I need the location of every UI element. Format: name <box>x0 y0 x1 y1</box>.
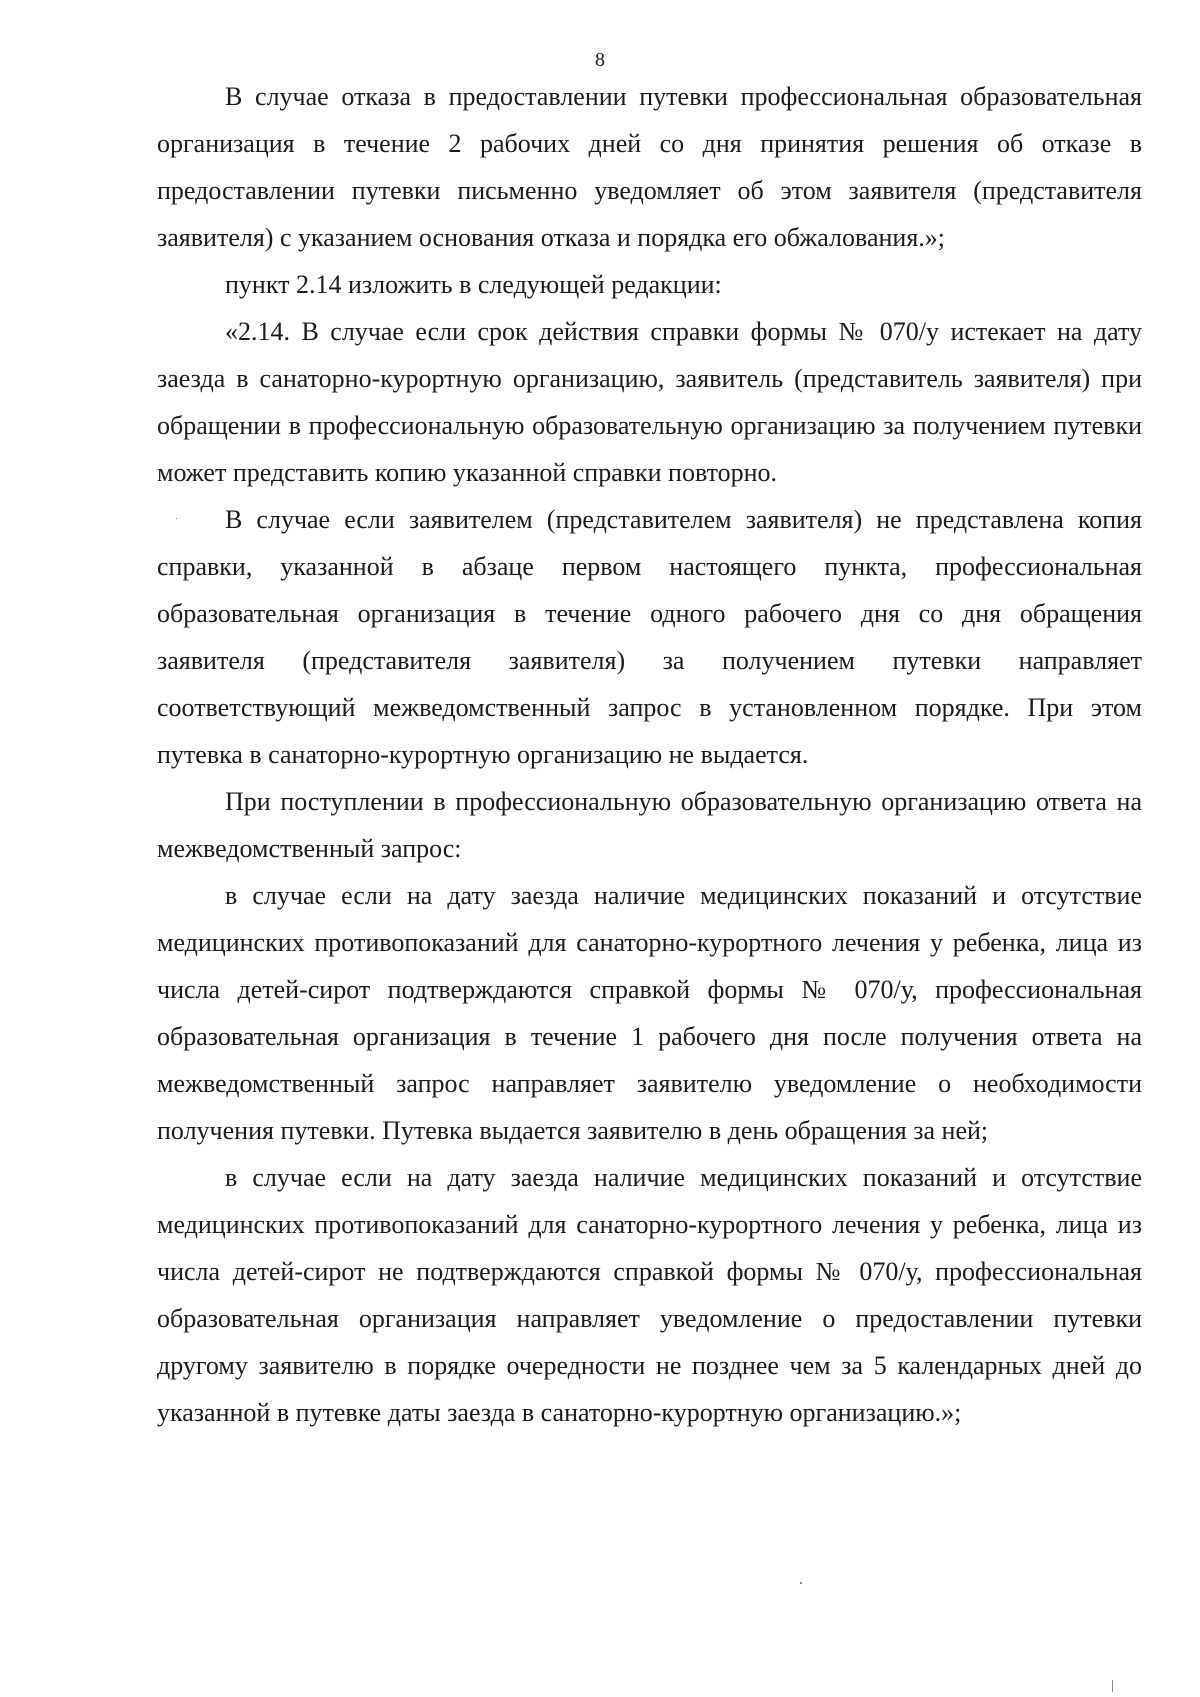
paragraph-clause-2-14: «2.14. В случае если срок действия справки формы № 070/у истекает на дату заезда в санаторно-курортную организацию, заявитель (представитель заявителя) при обращении в профессиональную образовательную организацию за получением путевки может представить копию указанной справки повторно. <box>157 317 1142 487</box>
paragraph-copy-not-provided: В случае если заявителем (представителем заявителя) не представлена копия справки, указанной в абзаце первом настоящего пункта, профессиональная образовательная организация в течение одного рабочего дня со дня обращения заявителя (представителя заявителя) за получением путевки направляет соответствующий межведомственный запрос в установленном порядке. При этом путевка в санаторно-курортную организацию не выдается. <box>157 505 1142 769</box>
page-number: 8 <box>595 49 605 71</box>
paragraph-response-received: При поступлении в профессиональную образовательную организацию ответа на межведомственный запрос: <box>157 787 1142 863</box>
paragraph-refusal-notice: В случае отказа в предоставлении путевки профессиональная образовательная организация в течение 2 рабочих дней со дня принятия решения об отказе в предоставлении путевки письменно уведомляет об этом заявителя (представителя заявителя) с указанием основания отказа и порядка его обжалования.»; <box>157 82 1142 252</box>
paragraph-not-confirmed-case: в случае если на дату заезда наличие медицинских показаний и отсутствие медицинских противопоказаний для санаторно-курортного лечения у ребенка, лица из числа детей-сирот не подтверждаются справкой формы № 070/у, профессиональная образовательная организация направляет уведомление о предоставлении путевки другому заявителю в порядке очередности не позднее чем за 5 календарных дней до указанной в путевке даты заезда в санаторно-курортную организацию.»; <box>157 1163 1142 1427</box>
scan-dot <box>800 1582 802 1584</box>
paragraph-confirmed-case: в случае если на дату заезда наличие медицинских показаний и отсутствие медицинских противопоказаний для санаторно-курортного лечения у ребенка, лица из числа детей-сирот подтверждаются справкой формы № 070/у, профессиональная образовательная организация в течение 1 рабочего дня после получения ответа на межведомственный запрос направляет заявителю уведомление о необходимости получения путевки. Путевка выдается заявителю в день обращения за ней; <box>157 881 1142 1145</box>
paragraph-clause-2-14-intro: пункт 2.14 изложить в следующей редакции: <box>225 270 722 299</box>
scan-tick <box>1112 1680 1113 1692</box>
document-body <box>157 73 1142 1436</box>
scan-dot <box>176 518 177 519</box>
